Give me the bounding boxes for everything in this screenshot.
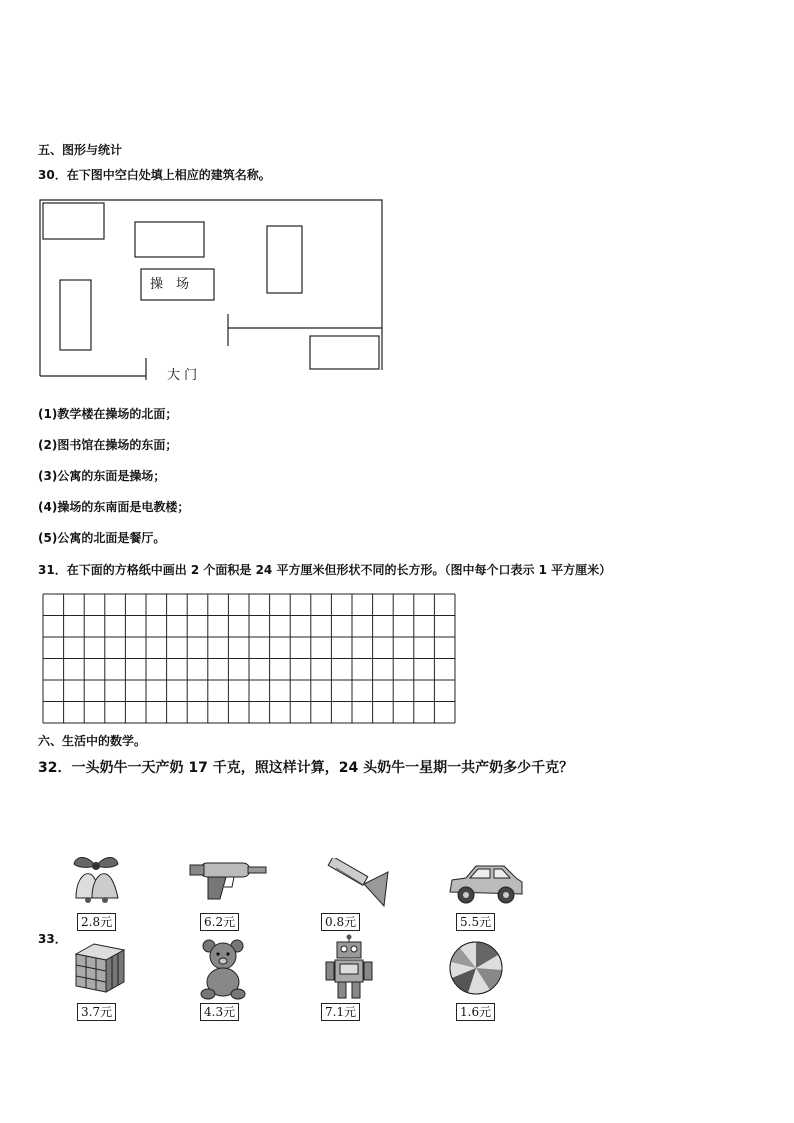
- question-31-prompt: 31．在下面的方格纸中画出 2 个面积是 24 平方厘米但形状不同的长方形。（图中每个口表示 1 平方厘米）: [38, 563, 612, 577]
- rubiks-cube-icon: [72, 940, 128, 996]
- section-heading: 五、图形与统计: [38, 143, 123, 157]
- blank-building-east: [267, 226, 302, 293]
- price-tag: 4.3元: [200, 1003, 239, 1021]
- beach-ball-icon: [448, 940, 504, 996]
- clue-5: (5)公寓的北面是餐厅。: [38, 531, 166, 545]
- clue-4: (4)操场的东南面是电教楼；: [38, 500, 190, 514]
- water-gun-icon: [186, 855, 270, 903]
- teddy-bear-icon: [196, 938, 250, 1000]
- campus-map: [36, 196, 386, 380]
- price-tag: 0.8元: [321, 913, 360, 931]
- blank-building-se: [310, 336, 379, 369]
- question-30-prompt: 30．在下图中空白处填上相应的建筑名称。: [38, 168, 271, 182]
- question-32-prompt: 32．一头奶牛一天产奶 17 千克，照这样计算，24 头奶牛一星期一共产奶多少千克？: [38, 760, 574, 776]
- toy-car-icon: [444, 862, 526, 906]
- blank-building-nw: [43, 203, 104, 239]
- price-tag: 3.7元: [77, 1003, 116, 1021]
- bells-icon: [64, 850, 128, 908]
- clue-3: (3)公寓的东面是操场；: [38, 469, 166, 483]
- robot-icon: [324, 934, 374, 1002]
- section-heading: 六、生活中的数学。: [38, 734, 147, 748]
- blank-building-north: [135, 222, 204, 257]
- price-tag: 2.8元: [77, 913, 116, 931]
- trumpet-icon: [322, 858, 394, 910]
- price-tag: 7.1元: [321, 1003, 360, 1021]
- price-tag: 5.5元: [456, 913, 495, 931]
- price-tag: 6.2元: [200, 913, 239, 931]
- gate-label: 大 门: [167, 368, 198, 383]
- clue-1: (1)教学楼在操场的北面；: [38, 407, 178, 421]
- playground-label: 操 场: [150, 277, 190, 292]
- question-33-number: 33．: [38, 932, 67, 946]
- price-tag: 1.6元: [456, 1003, 495, 1021]
- clue-2: (2)图书馆在操场的东面；: [38, 438, 178, 452]
- blank-building-west: [60, 280, 91, 350]
- square-grid-paper[interactable]: [42, 593, 456, 724]
